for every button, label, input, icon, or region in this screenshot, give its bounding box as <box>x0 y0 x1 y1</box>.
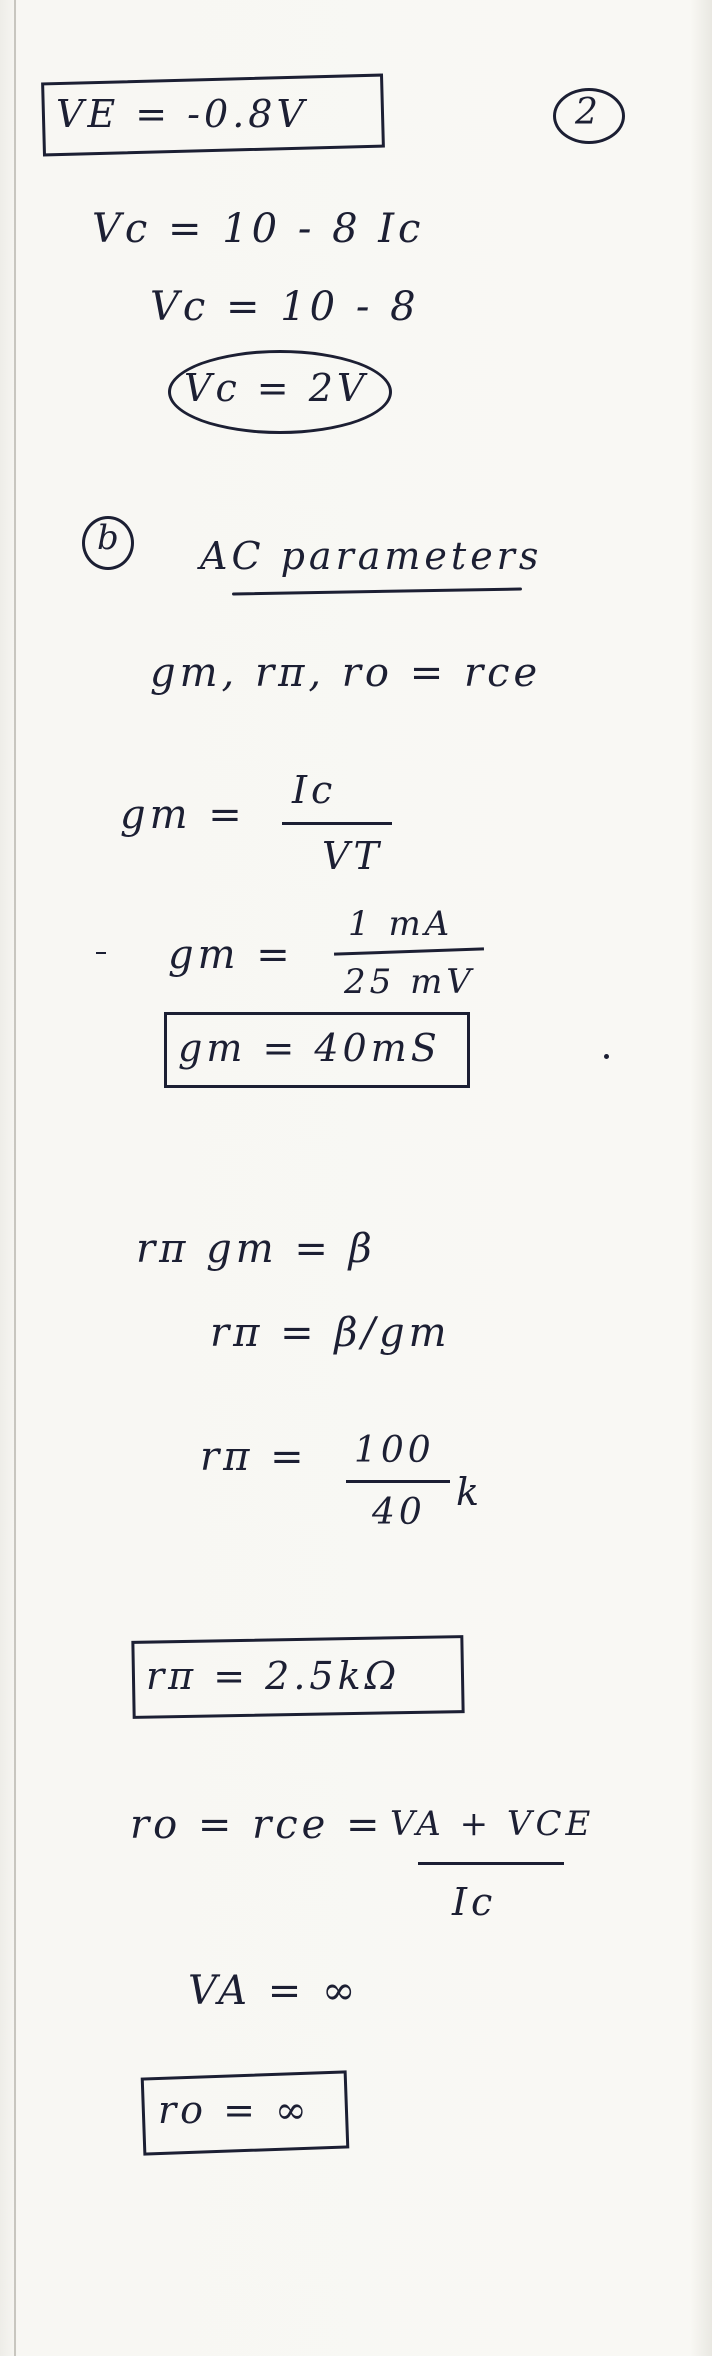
vc-substitution: Vc = 10 - 8 <box>150 284 420 330</box>
ro-result: ro = ∞ <box>158 2088 311 2132</box>
gm2-numerator: 1 mA <box>348 904 454 944</box>
part-label: b <box>97 518 119 558</box>
gm-numerator: Ic <box>292 768 337 812</box>
rpi-value-unit: k <box>456 1470 480 1514</box>
rpi-gm-relation: rπ gm = β <box>136 1226 376 1272</box>
gm-denominator: VT <box>322 834 383 878</box>
rpi-value-lhs: rπ = <box>200 1434 308 1480</box>
margin-tick <box>96 952 106 954</box>
ro-fraction-bar <box>418 1862 564 1865</box>
page-number: 2 <box>575 92 598 133</box>
stray-dot <box>604 1054 609 1059</box>
gm2-denominator: 25 mV <box>344 962 475 1002</box>
rpi-equation: rπ = β/gm <box>210 1310 451 1356</box>
va-line: VA = ∞ <box>188 1968 360 2014</box>
rpi-result: rπ = 2.5kΩ <box>146 1654 401 1698</box>
rpi-value-numerator: 100 <box>354 1430 435 1471</box>
gm2-lhs: gm = <box>168 932 294 978</box>
gm-result: gm = 40mS <box>178 1026 441 1070</box>
ro-lhs: ro = rce = <box>130 1802 384 1848</box>
ro-denominator: Ic <box>452 1880 497 1924</box>
vc-equation: Vc = 10 - 8 Ic <box>92 206 425 252</box>
gm-fraction-bar <box>282 822 392 825</box>
vc-result: Vc = 2V <box>184 366 369 410</box>
ve-line: VE = -0.8V <box>56 92 308 136</box>
gm-lhs: gm = <box>120 792 246 838</box>
page-margin-line <box>14 0 16 2356</box>
rpi-value-denominator: 40 <box>372 1492 426 1533</box>
parameters-list: gm, rπ, ro = rce <box>150 650 542 696</box>
ro-numerator: VA + VCE <box>390 1804 595 1844</box>
heading-underline <box>232 587 522 595</box>
gm2-fraction-bar <box>334 947 484 955</box>
ac-parameters-heading: AC parameters <box>200 534 543 578</box>
rpi-value-fraction-bar <box>346 1480 450 1483</box>
